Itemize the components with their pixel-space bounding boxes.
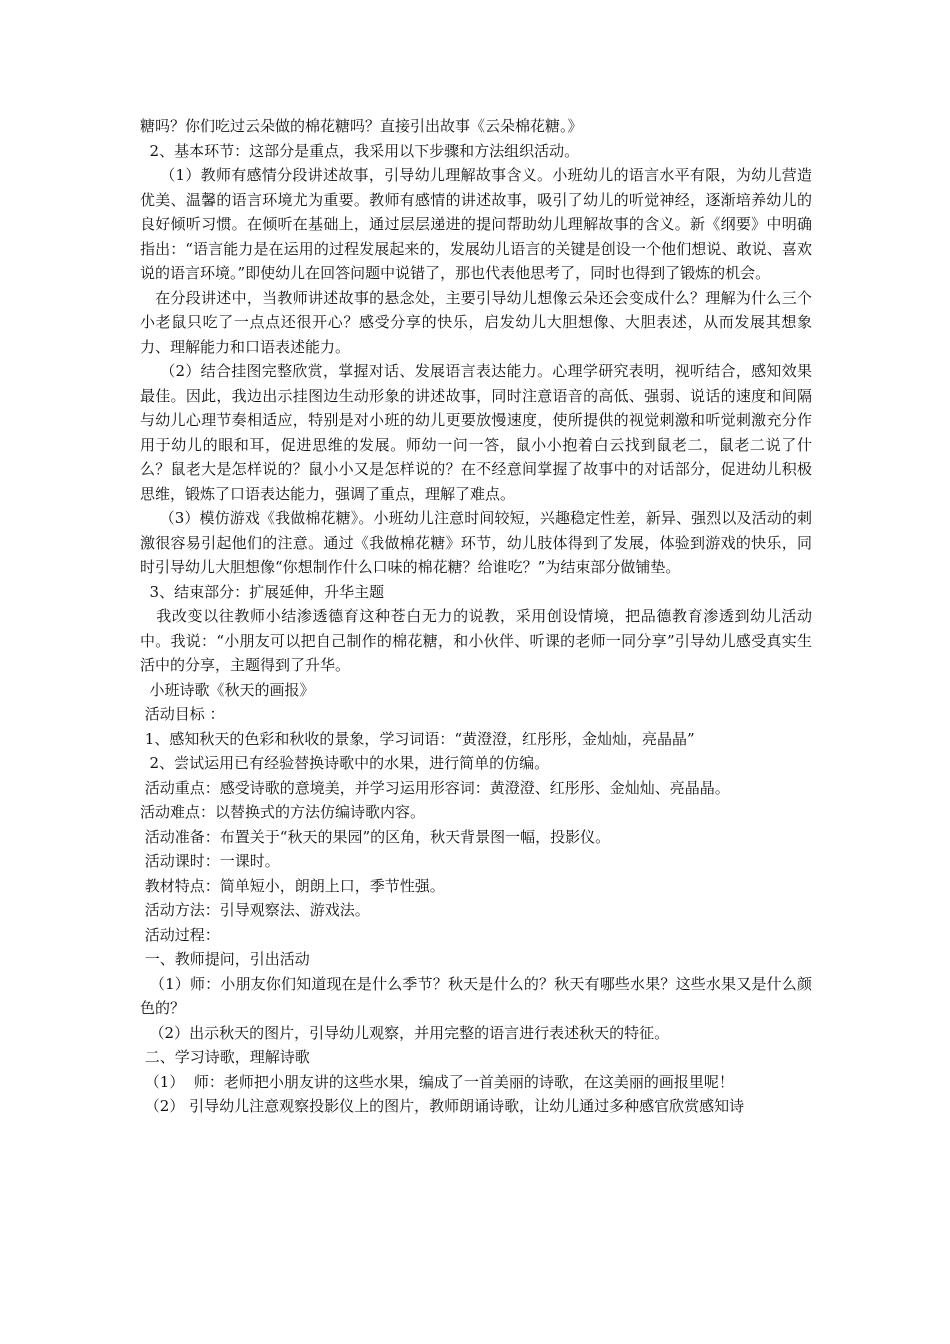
paragraph: （2）结合挂图完整欣赏，掌握对话、发展语言表达能力。心理学研究表明，视听结合，感知效果最佳。因此，我边出示挂图边生动形象的讲述故事，同时注意语音的高低、强弱、说话的速度和间隔与幼儿心理节奏相适应，特别是对小班的幼儿更要放慢速度，使所提供的视觉刺激和听觉刺激充分作用于幼儿的眼和耳，促进思维的发展。师幼一问一答，鼠小小抱着白云找到鼠老二，鼠老二说了什么？鼠老大是怎样说的？鼠小小又是怎样说的？在不经意间掌握了故事中的对话部分，促进幼儿积极思维，锻炼了口语表达能力，强调了重点，理解了难点。 — [140, 362, 812, 503]
document-body — [140, 114, 812, 1119]
paragraph: （3）模仿游戏《我做棉花糖》。小班幼儿注意时间较短，兴趣稳定性差，新异、强烈以及活动的刺激很容易引起他们的注意。通过《我做棉花糖》环节，幼儿肢体得到了发展，体验到游戏的快乐，同时引导幼儿大胆想像“你想制作什么口味的棉花糖？给谁吃？”为结束部分做铺垫。 — [140, 509, 812, 576]
paragraph: 活动课时：一课时。 — [140, 852, 280, 870]
paragraph: 活动过程： — [140, 925, 220, 944]
paragraph: 活动方法：引导观察法、游戏法。 — [140, 901, 370, 919]
paragraph: 2、尝试运用已有经验替换诗歌中的水果，进行简单的仿编。 — [140, 754, 550, 772]
section-heading: 一、教师提问，引出活动 — [140, 950, 310, 968]
paragraph: （2）出示秋天的图片，引导幼儿观察，并用完整的语言进行表述秋天的特征。 — [140, 1023, 670, 1042]
paragraph: 在分段讲述中，当教师讲述故事的悬念处，主要引导幼儿想像云朵还会变成什么？理解为什么三个小老鼠只吃了一点点还很开心？感受分享的快乐，启发幼儿大胆想像、大胆表述，从而发展其想象力、理解能力和口语表述能力。 — [140, 288, 812, 356]
paragraph: 活动目标 ： — [140, 705, 225, 723]
paragraph: 我改变以往教师小结渗透德育这种苍白无力的说教，采用创设情境，把品德教育渗透到幼儿活动中。我说：“小朋友可以把自己制作的棉花糖，和小伙伴、听课的老师一同分享”引导幼儿感受真实生活中的分享，主题得到了升华。 — [140, 607, 812, 674]
paragraph: （1） 师：老师把小朋友讲的这些水果，编成了一首美丽的诗歌，在这美丽的画报里呢！ — [140, 1072, 734, 1091]
paragraph: （2） 引导幼儿注意观察投影仪上的图片，教师朗诵诗歌，让幼儿通过多种感官欣赏感知诗 — [140, 1097, 745, 1115]
paragraph: 糖吗？你们吃过云朵做的棉花糖吗？直接引出故事《云朵棉花糖。》 — [140, 117, 583, 135]
paragraph: （1）教师有感情分段讲述故事，引导幼儿理解故事含义。小班幼儿的语言水平有限，为幼儿营造优美、温馨的语言环境尤为重要。教师有感情的讲述故事，吸引了幼儿的听觉神经，逐渐培养幼儿的良好倾听习惯。在倾听在基础上，通过层层递进的提问帮助幼儿理解故事的含义。新《纲要》中明确指出：“语言能力是在运用的过程发展起来的，发展幼儿语言的关键是创设一个他们想说、敢说、喜欢说的语言环境。”即使幼儿在回答问题中说错了，那也代表他思考了，同时也得到了锻炼的机会。 — [140, 166, 812, 282]
paragraph: 活动准备：布置关于“秋天的果园”的区角，秋天背景图一幅，投影仪。 — [140, 827, 611, 846]
section-title: 小班诗歌《秋天的画报》 — [140, 680, 315, 699]
section-heading: 3、结束部分：扩展延伸，升华主题 — [140, 582, 385, 601]
paragraph: 活动难点：以替换式的方法仿编诗歌内容。 — [140, 803, 426, 821]
paragraph: 教材特点：简单短小，朗朗上口，季节性强。 — [140, 876, 445, 895]
paragraph: 2、基本环节：这部分是重点，我采用以下步骤和方法组织活动。 — [140, 141, 580, 160]
paragraph: 活动重点：感受诗歌的意境美，并学习运用形容词：黄澄澄、红彤彤、金灿灿、亮晶晶。 — [140, 778, 730, 797]
section-heading: 二、学习诗歌，理解诗歌 — [140, 1048, 310, 1066]
paragraph: 1、感知秋天的色彩和秋收的景象，学习词语：“黄澄澄，红彤彤，金灿灿，亮晶晶” — [140, 729, 695, 748]
paragraph: （1）师：小朋友你们知道现在是什么季节？秋天是什么的？秋天有哪些水果？这些水果又是什么颜色的？ — [140, 974, 812, 1017]
